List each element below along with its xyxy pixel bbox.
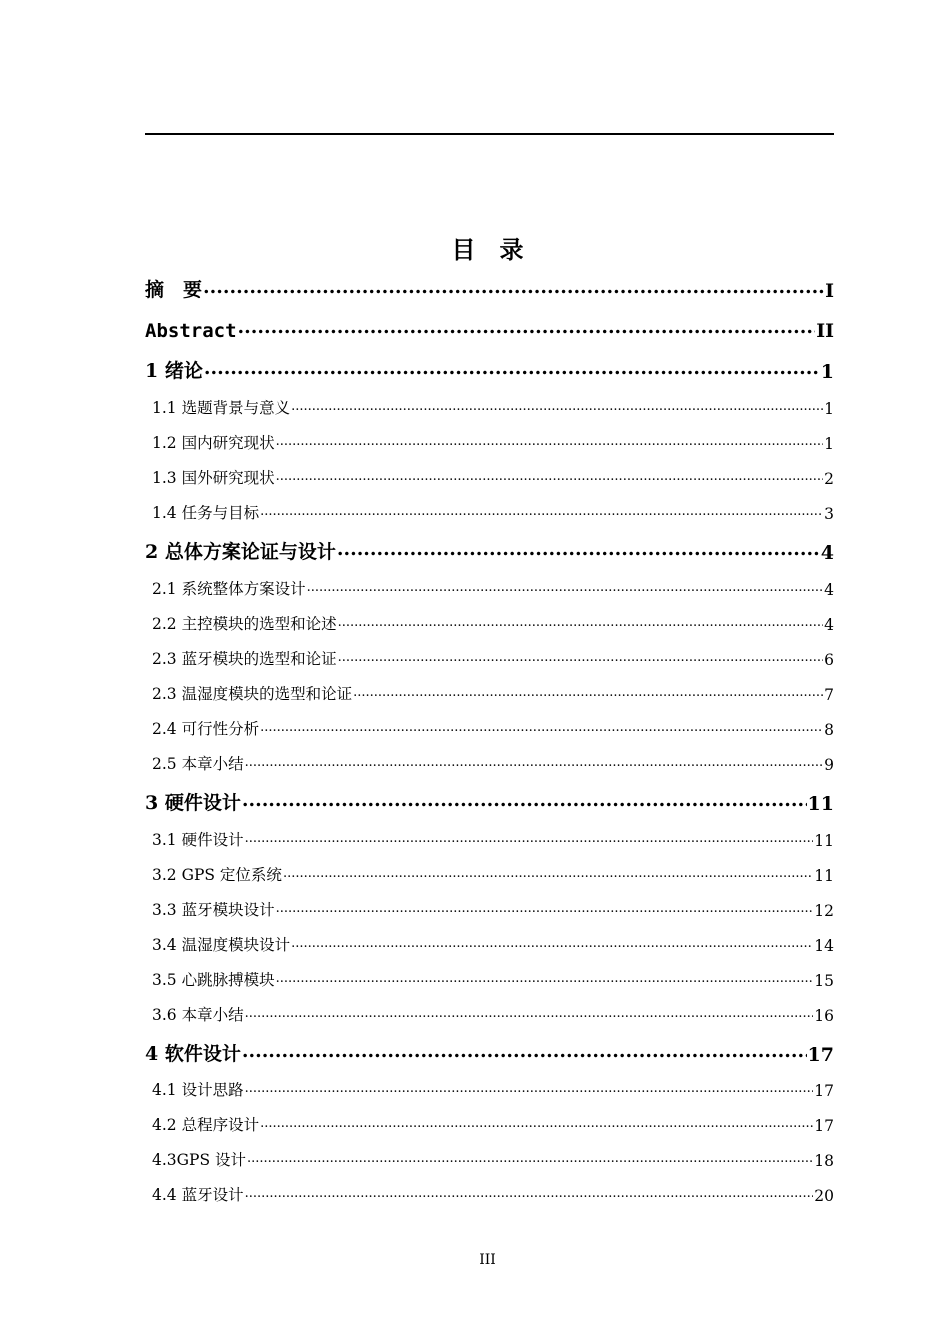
toc-entry-page: 20 bbox=[814, 1187, 834, 1205]
toc-section-entry[interactable] bbox=[152, 577, 834, 599]
toc-section-entry[interactable] bbox=[152, 682, 834, 704]
toc-entry-label: 4.3GPS 设计 bbox=[152, 1151, 247, 1169]
toc-section-entry[interactable] bbox=[152, 1148, 834, 1170]
toc-section-entry[interactable] bbox=[152, 1078, 834, 1100]
toc-entry-label: 2.1 系统整体方案设计 bbox=[152, 580, 306, 598]
toc-entry-page: 17 bbox=[814, 1082, 834, 1100]
toc-entry-page: I bbox=[825, 280, 834, 302]
toc-section-entry[interactable] bbox=[152, 1183, 834, 1205]
toc-section-entry[interactable] bbox=[152, 933, 834, 955]
toc-entry-page: 4 bbox=[824, 616, 834, 634]
toc-entry-label: 3.3 蓝牙模块设计 bbox=[152, 901, 275, 919]
toc-entry-page: 16 bbox=[814, 1007, 834, 1025]
toc-entry-page: 9 bbox=[824, 756, 834, 774]
toc-dot-leader bbox=[238, 314, 816, 342]
toc-dot-leader bbox=[291, 396, 823, 418]
toc-entry-label: 4 软件设计 bbox=[145, 1043, 241, 1065]
toc-entry-page: 1 bbox=[824, 400, 834, 418]
toc-dot-leader bbox=[337, 536, 820, 564]
toc-chapter-entry[interactable] bbox=[145, 355, 834, 383]
toc-section-entry[interactable] bbox=[152, 647, 834, 669]
toc-entry-label: 1.2 国内研究现状 bbox=[152, 434, 275, 452]
toc-entry-label: 3.2 GPS 定位系统 bbox=[152, 866, 282, 884]
toc-dot-leader bbox=[245, 1003, 814, 1025]
toc-entry-page: 7 bbox=[824, 686, 834, 704]
toc-entry-label: 2.3 温湿度模块的选型和论证 bbox=[152, 685, 353, 703]
toc-entry-page: 8 bbox=[824, 721, 834, 739]
toc-entry-label: 2.4 可行性分析 bbox=[152, 720, 260, 738]
toc-entry-page: 15 bbox=[814, 972, 834, 990]
toc-entry-page: 4 bbox=[820, 542, 834, 564]
toc-dot-leader bbox=[276, 466, 824, 488]
toc-entry-label: 4.2 总程序设计 bbox=[152, 1116, 260, 1134]
toc-entry-label: 1.4 任务与目标 bbox=[152, 504, 260, 522]
toc-entry-label: 4.4 蓝牙设计 bbox=[152, 1186, 244, 1204]
toc-entry-page: 11 bbox=[807, 793, 834, 815]
toc-entry-page: 12 bbox=[814, 902, 834, 920]
toc-section-entry[interactable] bbox=[152, 396, 834, 418]
toc-section-entry[interactable] bbox=[152, 431, 834, 453]
toc-entry-page: 17 bbox=[807, 1044, 834, 1066]
toc-section-entry[interactable] bbox=[152, 466, 834, 488]
toc-section-entry[interactable] bbox=[152, 968, 834, 990]
toc-entry-label: 1.3 国外研究现状 bbox=[152, 469, 275, 487]
toc-dot-leader bbox=[204, 355, 820, 383]
toc-dot-leader bbox=[307, 577, 824, 599]
toc-entry-page: 2 bbox=[824, 470, 834, 488]
toc-entry-label: 3.4 温湿度模块设计 bbox=[152, 936, 291, 954]
toc-entry-page: 14 bbox=[814, 937, 834, 955]
toc-title: 目 录 bbox=[451, 236, 524, 264]
toc-section-entry[interactable] bbox=[152, 501, 834, 523]
toc-entry-page: II bbox=[816, 320, 834, 342]
toc-dot-leader bbox=[242, 1038, 807, 1066]
toc-entry-page: 6 bbox=[824, 651, 834, 669]
header-rule bbox=[145, 133, 834, 135]
toc-dot-leader bbox=[260, 1113, 813, 1135]
toc-chapter-entry[interactable] bbox=[145, 536, 834, 564]
toc-entry-page: 3 bbox=[824, 505, 834, 523]
toc-entry-page: 17 bbox=[814, 1117, 834, 1135]
toc-entry-label: 3.6 本章小结 bbox=[152, 1006, 244, 1024]
toc-dot-leader bbox=[338, 612, 824, 634]
toc-dot-leader bbox=[283, 863, 813, 885]
toc-entry-label: 摘 要 bbox=[145, 279, 203, 301]
toc-entry-label: 3 硬件设计 bbox=[145, 792, 241, 814]
toc-dot-leader bbox=[260, 501, 823, 523]
toc-dot-leader bbox=[245, 828, 814, 850]
toc-entry-page: 11 bbox=[814, 867, 834, 885]
toc-dot-leader bbox=[353, 682, 823, 704]
toc-entry-label: 3.1 硬件设计 bbox=[152, 831, 244, 849]
toc-dot-leader bbox=[338, 647, 824, 669]
toc-dot-leader bbox=[245, 752, 824, 774]
toc-chapter-entry[interactable] bbox=[145, 787, 834, 815]
toc-dot-leader bbox=[245, 1183, 814, 1205]
toc-section-entry[interactable] bbox=[152, 863, 834, 885]
toc-entry-page: 11 bbox=[814, 832, 834, 850]
toc-entry-label: 1.1 选题背景与意义 bbox=[152, 399, 291, 417]
toc-section-entry[interactable] bbox=[152, 1003, 834, 1025]
toc-entry-label: 3.5 心跳脉搏模块 bbox=[152, 971, 275, 989]
toc-section-entry[interactable] bbox=[152, 612, 834, 634]
toc-entry-page: 18 bbox=[814, 1152, 834, 1170]
toc-dot-leader bbox=[276, 898, 814, 920]
toc-entry-page: 1 bbox=[820, 361, 834, 383]
toc-section-entry[interactable] bbox=[152, 1113, 834, 1135]
toc-section-entry[interactable] bbox=[152, 898, 834, 920]
toc-entry-label: 2.2 主控模块的选型和论述 bbox=[152, 615, 337, 633]
toc-entry-label: 2 总体方案论证与设计 bbox=[145, 541, 336, 563]
toc-chapter-entry[interactable] bbox=[145, 1038, 834, 1066]
toc-dot-leader bbox=[247, 1148, 813, 1170]
toc-dot-leader bbox=[245, 1078, 814, 1100]
toc-chapter-entry[interactable] bbox=[145, 274, 834, 302]
toc-entry-page: 4 bbox=[824, 581, 834, 599]
toc-entry-label: 2.5 本章小结 bbox=[152, 755, 244, 773]
toc-entry-label: 1 绪论 bbox=[145, 360, 203, 382]
toc-dot-leader bbox=[276, 968, 814, 990]
toc-section-entry[interactable] bbox=[152, 752, 834, 774]
toc-dot-leader bbox=[242, 787, 807, 815]
toc-entry-page: 1 bbox=[824, 435, 834, 453]
toc-dot-leader bbox=[276, 431, 824, 453]
toc-section-entry[interactable] bbox=[152, 828, 834, 850]
toc-dot-leader bbox=[291, 933, 813, 955]
toc-entry-label: Abstract bbox=[145, 320, 237, 342]
toc-chapter-entry[interactable] bbox=[145, 314, 834, 342]
toc-entry-label: 2.3 蓝牙模块的选型和论证 bbox=[152, 650, 337, 668]
toc-dot-leader bbox=[260, 717, 823, 739]
footer-page-number: III bbox=[479, 1252, 496, 1268]
toc-section-entry[interactable] bbox=[152, 717, 834, 739]
toc-entry-label: 4.1 设计思路 bbox=[152, 1081, 244, 1099]
toc-dot-leader bbox=[203, 274, 824, 302]
